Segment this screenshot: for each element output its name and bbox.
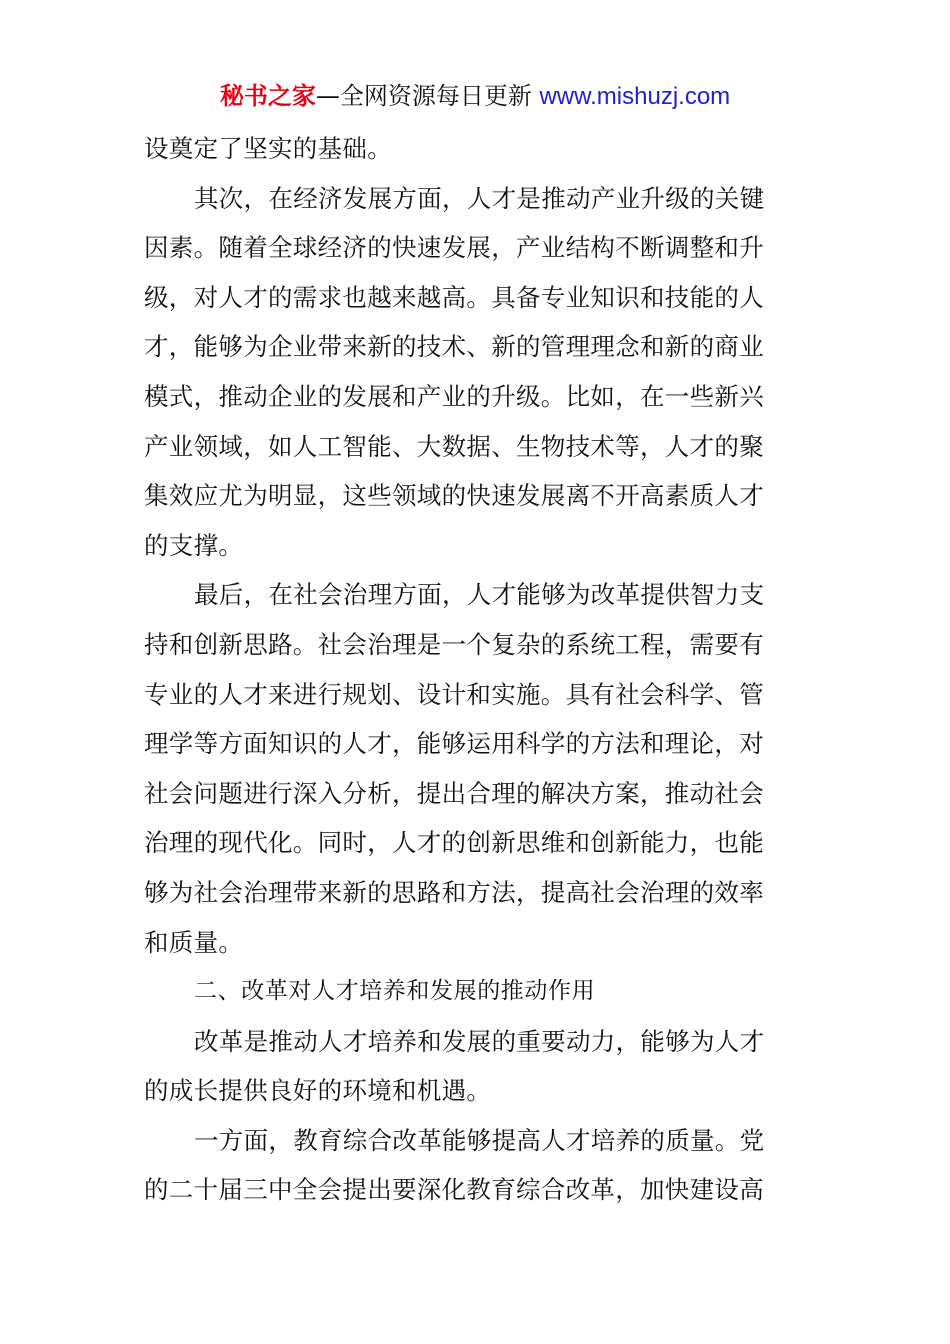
- text-line: 持和创新思路。社会治理是一个复杂的系统工程，需要有: [144, 629, 764, 659]
- text-line: 的二十届三中全会提出要深化教育综合改革，加快建设高: [144, 1175, 764, 1205]
- text-line: 级，对人才的需求也越来越高。具备专业知识和技能的人: [144, 282, 764, 312]
- text-line: 设奠定了坚实的基础。: [144, 134, 392, 163]
- text-line: 因素。随着全球经济的快速发展，产业结构不断调整和升: [144, 233, 764, 263]
- text-line: 社会问题进行深入分析，提出合理的解决方案，推动社会: [144, 778, 764, 808]
- text-line: 产业领域，如人工智能、大数据、生物技术等，人才的聚: [144, 431, 764, 461]
- document-body: [144, 124, 784, 1215]
- paragraph-start: 一方面，教育综合改革能够提高人才培养的质量。党: [194, 1125, 765, 1155]
- text-line: 和质量。: [144, 927, 244, 957]
- text-line: 的支撑。: [144, 530, 244, 560]
- paragraph-start: 改革是推动人才培养和发展的重要动力，能够为人才: [194, 1026, 765, 1056]
- text-line: 集效应尤为明显，这些领域的快速发展离不开高素质人才: [144, 481, 764, 511]
- site-tagline: —全网资源每日更新: [315, 82, 532, 110]
- text-line: 才，能够为企业带来新的技术、新的管理理念和新的商业: [144, 332, 764, 362]
- site-brand: 秘书之家: [219, 82, 316, 110]
- paragraph-start: 其次，在经济发展方面，人才是推动产业升级的关键: [194, 183, 765, 213]
- text-line: 模式，推动企业的发展和产业的升级。比如，在一些新兴: [144, 381, 764, 411]
- site-header: [0, 80, 950, 113]
- text-line: 治理的现代化。同时，人才的创新思维和创新能力，也能: [144, 828, 764, 858]
- text-line: 专业的人才来进行规划、设计和实施。具有社会科学、管: [144, 679, 764, 709]
- section-heading: 二、改革对人才培养和发展的推动作用: [194, 978, 596, 1005]
- text-line: 够为社会治理带来新的思路和方法，提高社会治理的效率: [144, 877, 764, 907]
- text-line: 理学等方面知识的人才，能够运用科学的方法和理论，对: [144, 729, 764, 759]
- site-url-link[interactable]: www.mishuzj.com: [539, 83, 731, 110]
- paragraph-start: 最后，在社会治理方面，人才能够为改革提供智力支: [194, 580, 765, 610]
- text-line: 的成长提供良好的环境和机遇。: [144, 1076, 492, 1106]
